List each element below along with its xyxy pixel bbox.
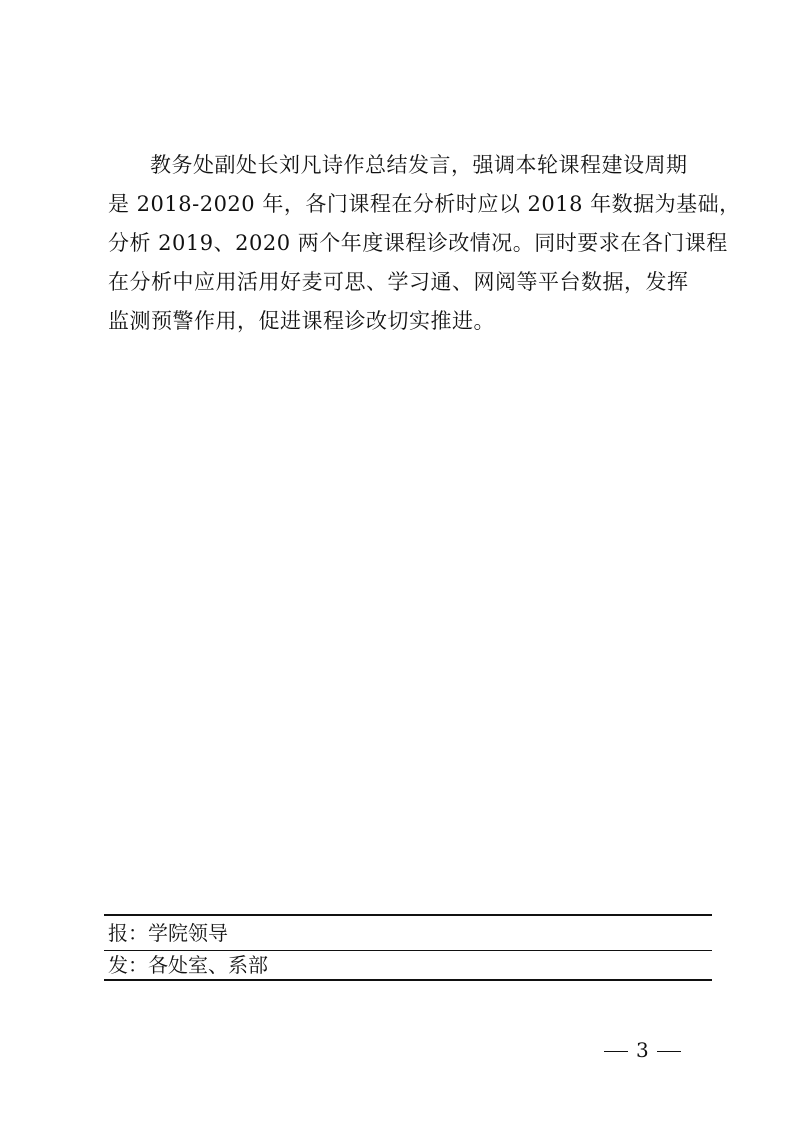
paragraph-line: 在分析中应用活用好麦可思、学习通、网阅等平台数据，发挥	[108, 270, 689, 294]
distribution-top-rule	[104, 914, 712, 916]
send-to-line: 发：各处室、系部	[108, 953, 268, 977]
report-to-line: 报：学院领导	[108, 921, 228, 945]
paragraph-line: 分析 2019、2020 两个年度课程诊改情况。同时要求在各门课程	[108, 231, 728, 255]
paragraph-line: 教务处副处长刘凡诗作总结发言，强调本轮课程建设周期	[150, 153, 688, 177]
paragraph-line: 监测预警作用，促进课程诊改切实推进。	[108, 309, 495, 333]
page-number-value: 3	[636, 1038, 649, 1062]
distribution-bottom-rule	[104, 979, 712, 981]
document-body	[108, 146, 741, 341]
paragraph-line: 是 2018-2020 年，各门课程在分析时应以 2018 年数据为基础，	[108, 192, 741, 216]
dash-left	[604, 1051, 628, 1053]
dash-right	[657, 1051, 681, 1053]
page-number	[596, 1036, 689, 1064]
